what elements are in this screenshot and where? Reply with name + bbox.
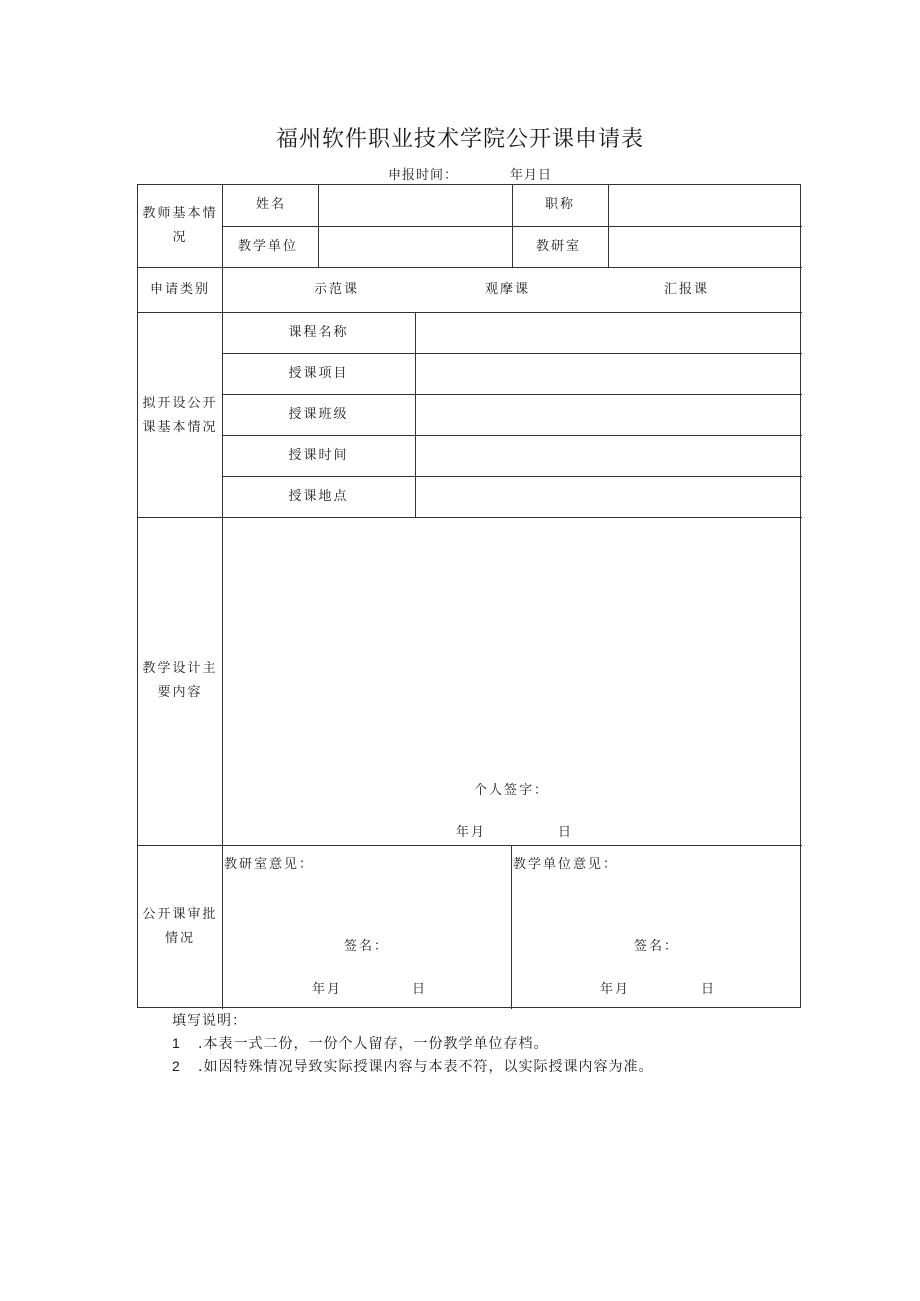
unit-date-label: 年月 <box>600 982 631 997</box>
unit-day-label: 日 <box>701 982 717 997</box>
office-label: 教研室 <box>536 239 582 254</box>
course-info-section-label: 拟开设公开课基本情况 <box>142 396 218 435</box>
page-title: 福州软件职业技术学院公开课申请表 <box>275 127 644 152</box>
title-label: 职称 <box>545 197 576 212</box>
filling-instructions <box>172 1010 653 1078</box>
course-location-label: 授课地点 <box>288 489 349 504</box>
column-divider <box>512 185 513 267</box>
unit-opinion-label: 教学单位意见： <box>513 857 619 872</box>
office-date-label: 年月 <box>312 982 343 997</box>
instruction-number: 2 <box>172 1058 181 1074</box>
unit-label: 教学单位 <box>238 239 299 254</box>
category-option-demo[interactable]: 示范课 <box>314 282 360 297</box>
title-field[interactable] <box>608 185 802 226</box>
personal-signature-label: 个人签字： <box>474 783 550 798</box>
column-divider <box>511 845 512 1009</box>
course-class-label: 授课班级 <box>288 407 349 422</box>
course-time-label: 授课时间 <box>288 448 349 463</box>
teacher-info-section-label: 教师基本情况 <box>142 206 218 245</box>
design-day-label: 日 <box>558 825 574 840</box>
course-location-field[interactable] <box>416 476 802 517</box>
row-divider <box>138 267 802 268</box>
course-class-field[interactable] <box>416 394 802 435</box>
unit-sign-label: 签名： <box>634 939 680 954</box>
course-project-field[interactable] <box>416 353 802 394</box>
office-field[interactable] <box>608 226 802 267</box>
course-name-field[interactable] <box>416 312 802 353</box>
design-content-area[interactable] <box>223 518 802 778</box>
submission-date-suffix: 年月日 <box>510 168 553 183</box>
instruction-item <box>172 1055 653 1078</box>
course-name-label: 课程名称 <box>288 325 349 340</box>
course-time-field[interactable] <box>416 435 802 476</box>
instruction-text: .本表一式二份，一份个人留存，一份教学单位存档。 <box>198 1036 549 1052</box>
course-project-label: 授课项目 <box>288 366 349 381</box>
office-sign-label: 签名： <box>344 939 390 954</box>
row-divider <box>138 845 802 846</box>
submission-date-line <box>388 164 552 183</box>
design-section-label: 教学设计主要内容 <box>142 661 218 700</box>
design-date-label: 年月 <box>456 825 487 840</box>
instructions-heading: 填写说明： <box>172 1013 247 1029</box>
instruction-text: .如因特殊情况导致实际授课内容与本表不符，以实际授课内容为准。 <box>198 1059 654 1075</box>
category-option-observation[interactable]: 观摩课 <box>485 282 531 297</box>
unit-field[interactable] <box>318 226 512 267</box>
category-option-report[interactable]: 汇报课 <box>664 282 710 297</box>
instruction-item <box>172 1032 653 1055</box>
category-label: 申请类别 <box>149 282 210 297</box>
name-field[interactable] <box>318 185 512 226</box>
office-opinion-label: 教研室意见： <box>224 857 315 872</box>
office-day-label: 日 <box>412 982 428 997</box>
name-label: 姓名 <box>256 197 287 212</box>
submission-date-label: 申报时间： <box>388 168 459 183</box>
application-form-table <box>137 184 801 1008</box>
instruction-number: 1 <box>172 1035 181 1051</box>
approval-section-label: 公开课审批情况 <box>142 907 218 946</box>
